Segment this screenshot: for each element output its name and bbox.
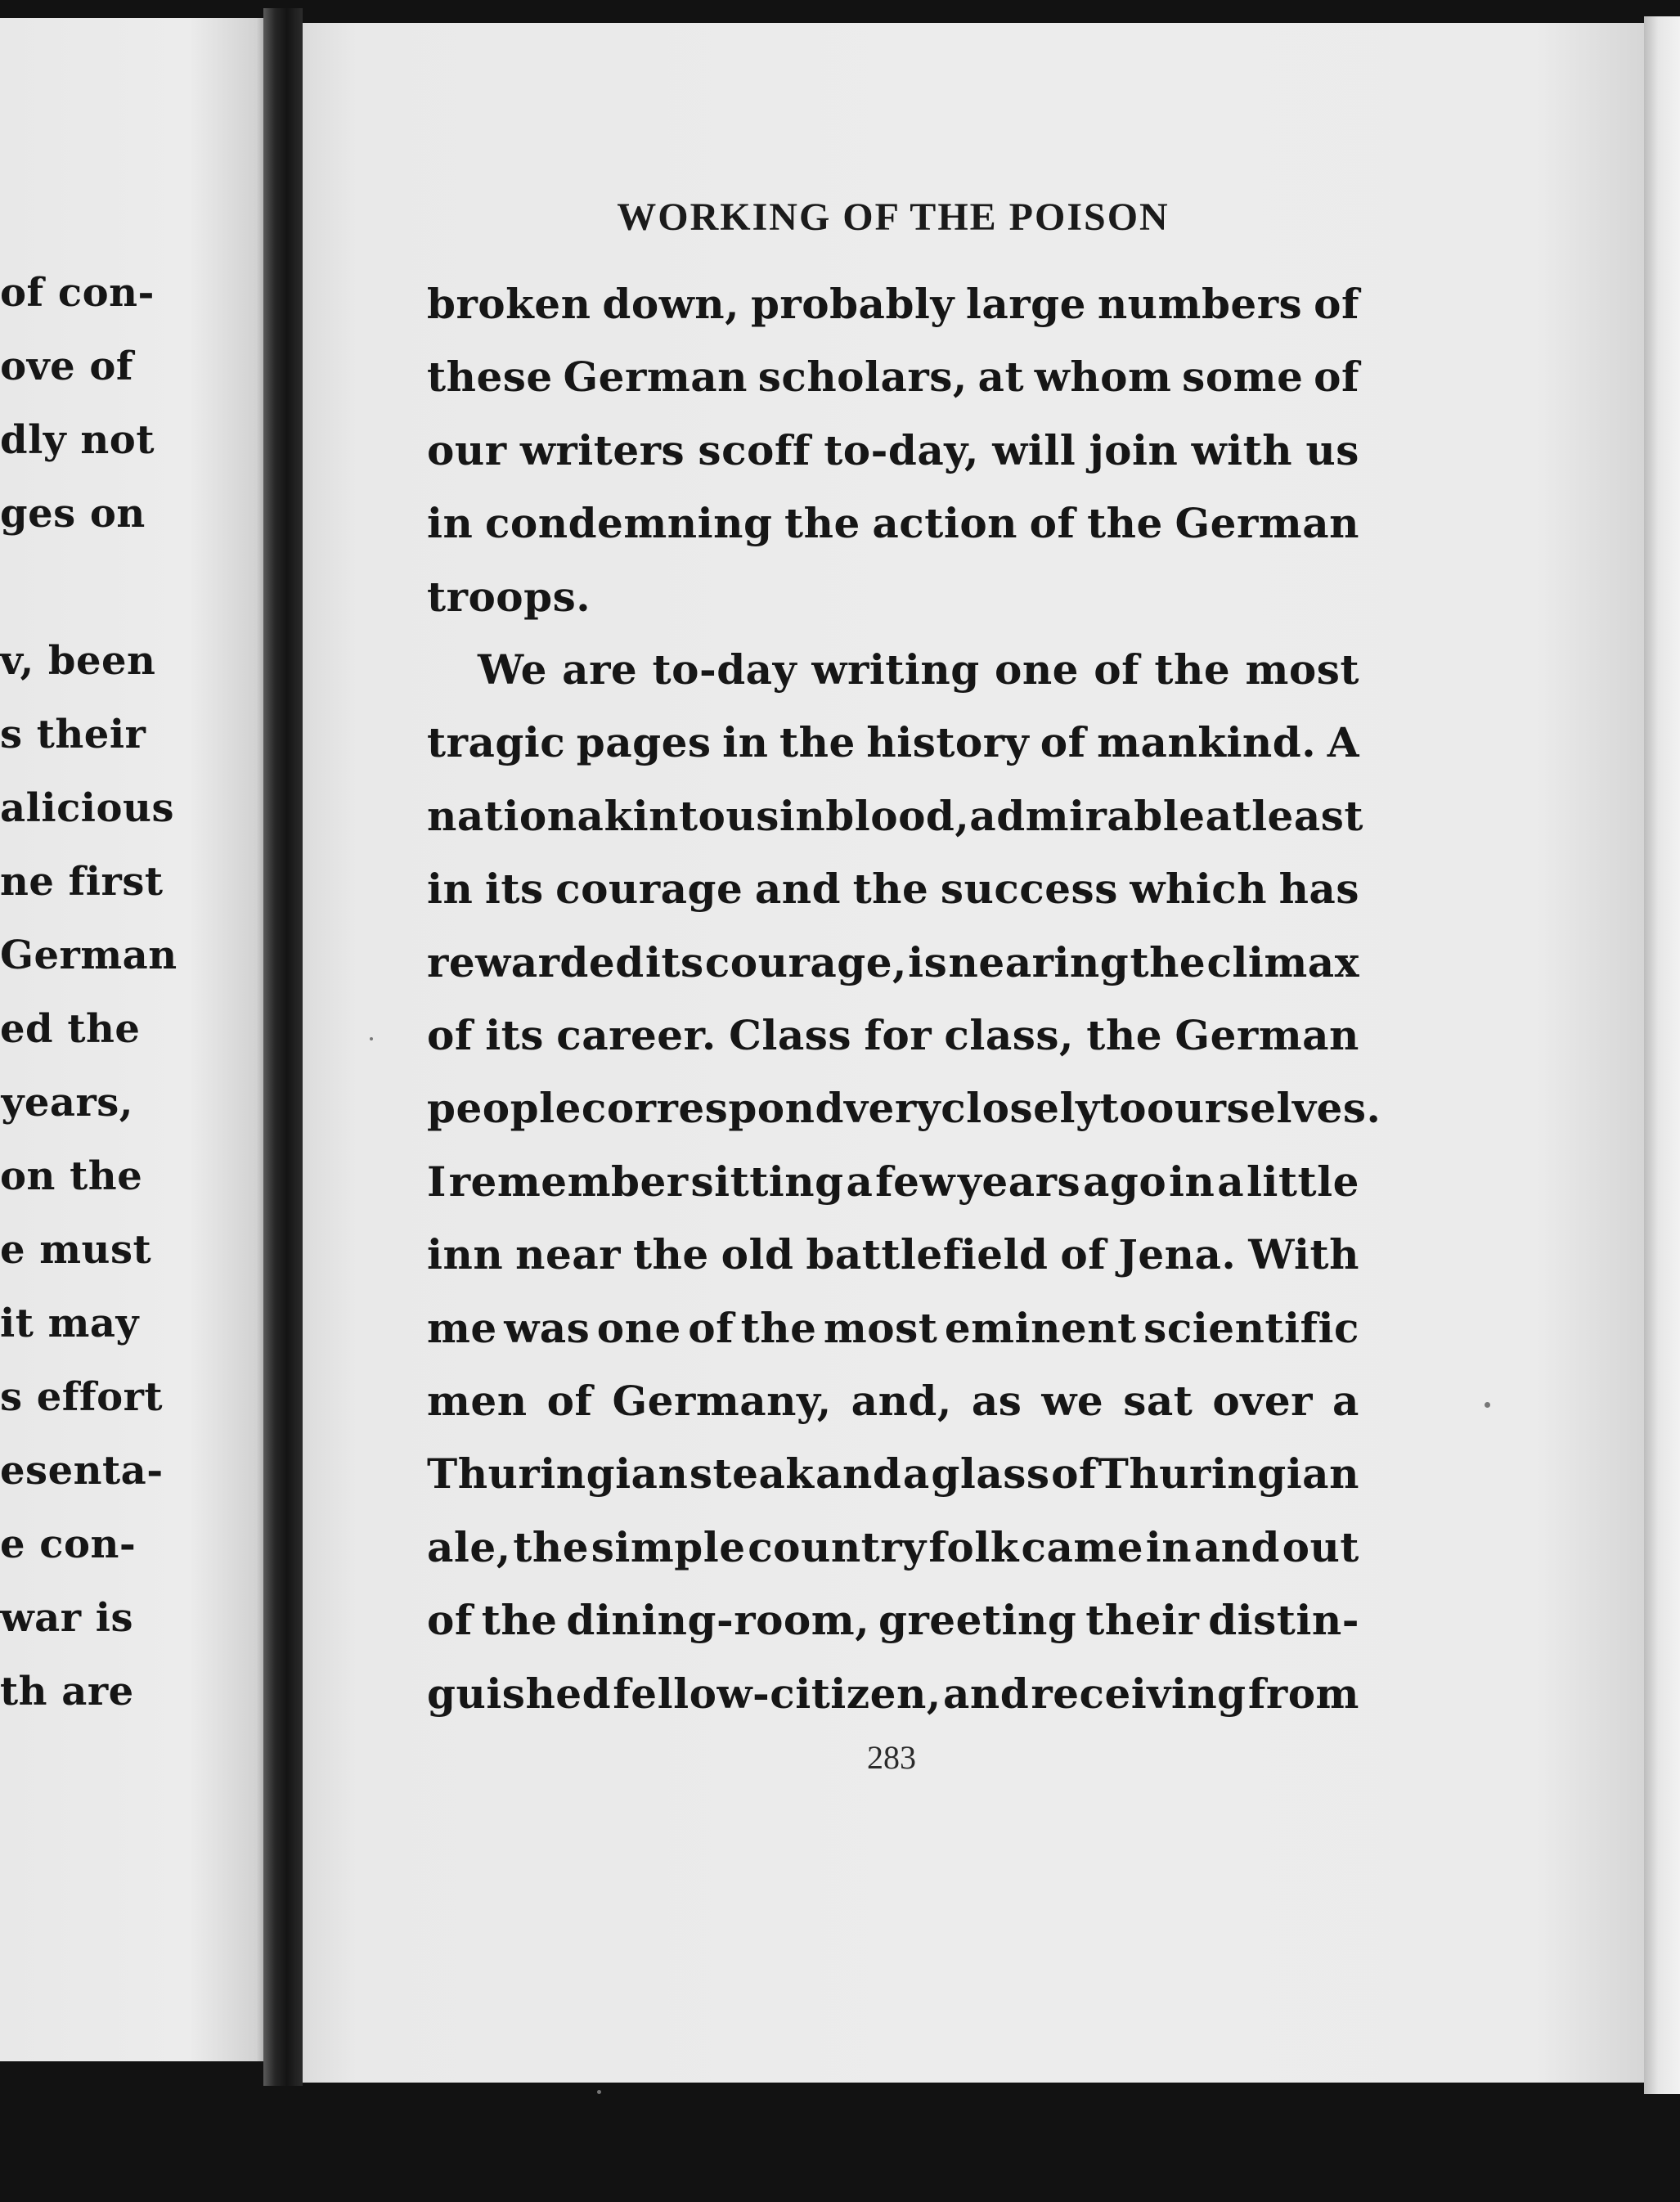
body-line: troops. — [427, 573, 591, 621]
right-page-edge — [1644, 16, 1680, 2094]
body-line: rewarded its courage, is nearing the climax — [427, 938, 1359, 986]
left-page-line: s effort — [0, 1374, 164, 1420]
body-line: men of Germany, and, as we sat over a — [427, 1377, 1359, 1425]
body-line: in condemning the action of the German — [427, 499, 1359, 547]
left-page-line: ove of — [0, 344, 133, 389]
scan-speck — [597, 2090, 601, 2094]
body-line: me was one of the most eminent scientific — [427, 1304, 1359, 1352]
left-page — [0, 18, 270, 2061]
left-page-line: e con- — [0, 1521, 137, 1567]
left-page-line: dly not — [0, 417, 155, 463]
scan-speck — [1485, 1402, 1490, 1408]
body-line: these German scholars, at whom some of — [427, 353, 1359, 401]
body-line: in its courage and the success which has — [427, 865, 1359, 913]
left-page-line: s their — [0, 712, 146, 757]
left-page-line: ed the — [0, 1006, 141, 1052]
left-page-line: esenta- — [0, 1448, 164, 1494]
body-line: Thuringian steak and a glass of Thuringian — [427, 1449, 1359, 1498]
body-line: of the dining-room, greeting their distin- — [427, 1596, 1359, 1644]
left-page-line: German — [0, 932, 177, 978]
body-line: I remember sitting a few years ago in a little — [427, 1157, 1359, 1206]
left-page-line: war is — [0, 1595, 133, 1641]
body-line: inn near the old battlefield of Jena. With — [427, 1230, 1359, 1279]
body-line: guished fellow-citizen, and receiving from — [427, 1669, 1359, 1718]
body-line: our writers scoff to-day, will join with us — [427, 426, 1359, 474]
body-line: broken down, probably large numbers of — [427, 280, 1359, 328]
body-line: tragic pages in the history of mankind. A — [427, 718, 1359, 766]
book-gutter — [263, 8, 303, 2086]
left-page-line: ges on — [0, 491, 146, 537]
body-line: ale, the simple country folk came in and out — [427, 1523, 1359, 1571]
left-page-line: ne first — [0, 859, 164, 905]
body-line: of its career. Class for class, the German — [427, 1011, 1359, 1059]
page-number: 283 — [867, 1739, 916, 1776]
left-page-line: th are — [0, 1669, 134, 1714]
left-page-line: on the — [0, 1153, 143, 1199]
body-line: nation akin to us in blood, admirable at least — [427, 792, 1364, 840]
left-page-line: years, — [1, 1080, 133, 1126]
left-page-line: of con- — [0, 270, 155, 316]
left-page-line: alicious — [0, 785, 174, 831]
left-page-line: e must — [0, 1227, 152, 1273]
body-line: We are to-day writing one of the most — [478, 645, 1359, 694]
scan-speck — [370, 1037, 373, 1040]
body-line: people correspond very closely to ourselves. — [427, 1084, 1381, 1132]
running-head: WORKING OF THE POISON — [617, 195, 1170, 239]
left-page-line: it may — [0, 1301, 139, 1346]
left-page-line: v, been — [0, 638, 156, 684]
